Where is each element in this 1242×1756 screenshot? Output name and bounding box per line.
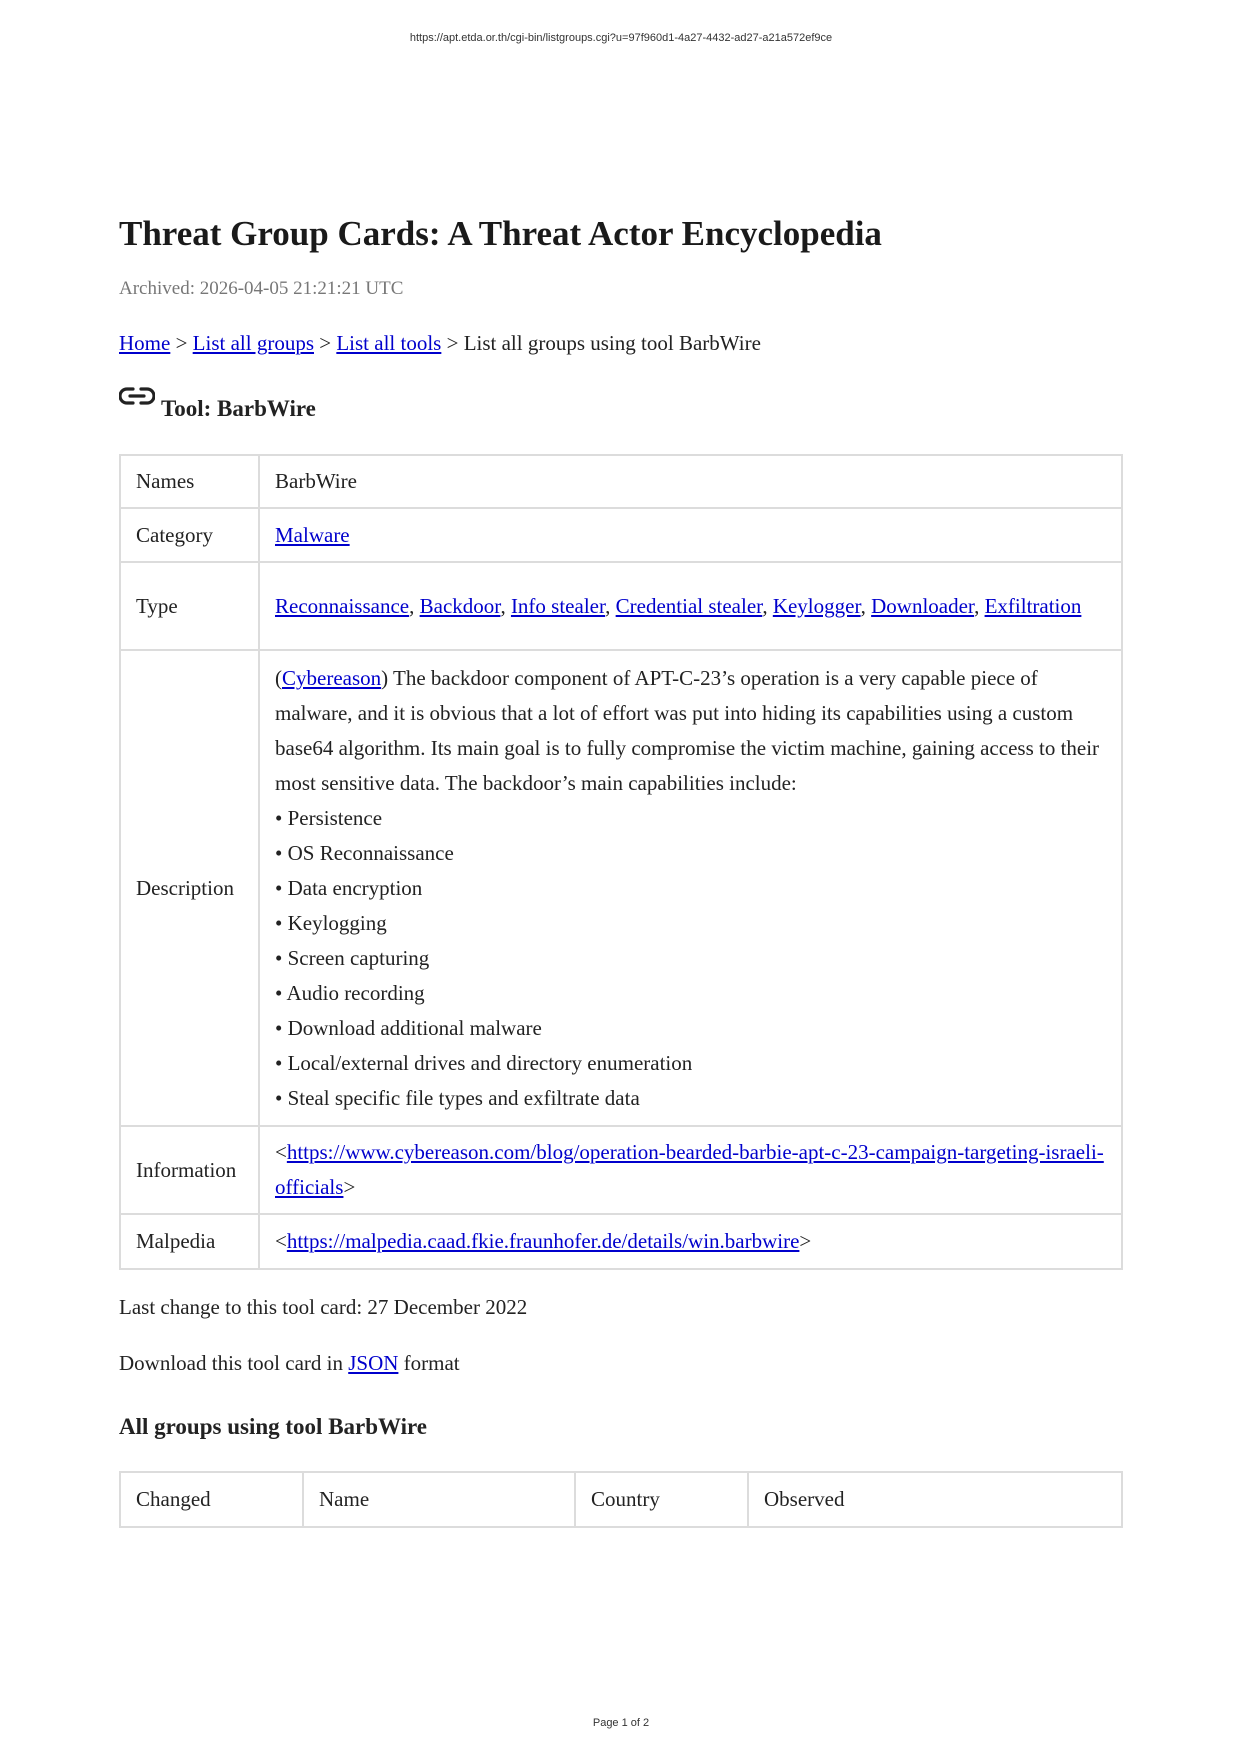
description-paragraph: (Cybereason) The backdoor component of APT-C-23’s operation is a very capable piece of malware, and it is obvious that a lot of effort was put into hiding its capabilities using a custom base64 algorithm. Its main goal is to fully compromise the victim machine, gaining access to their most sensitive data. The backdoor’s main capabilities include: <box>275 665 1100 795</box>
last-change-text: Last change to this tool card: 27 December 2022 <box>119 1295 528 1319</box>
type-link[interactable]: Info stealer <box>510 593 606 618</box>
category-label: Category <box>120 508 259 562</box>
type-separator: , <box>974 593 985 618</box>
tool-info-table <box>119 454 1123 1270</box>
groups-table <box>119 1471 1123 1528</box>
list-item: • Audio recording <box>275 980 425 1005</box>
table-row-information <box>120 1126 1122 1214</box>
column-header-name[interactable]: Name <box>303 1472 575 1527</box>
malpedia-cell: <https://malpedia.caad.fkie.fraunhofer.de/details/win.barbwire> <box>259 1214 1122 1269</box>
information-link[interactable]: https://www.cybereason.com/blog/operation-bearded-barbie-apt-c-23-campaign-targeting-israeli-officials <box>275 1140 1104 1199</box>
category-cell <box>259 508 1122 562</box>
table-row-names <box>120 455 1122 508</box>
type-link[interactable]: Exfiltration <box>984 593 1082 618</box>
page-title: Threat Group Cards: A Threat Actor Encyclopedia <box>119 214 882 253</box>
list-item: • Persistence <box>275 805 383 830</box>
type-separator: , <box>409 593 420 618</box>
list-item: • Steal specific file types and exfiltrate data <box>275 1085 640 1110</box>
information-label: Information <box>120 1126 259 1214</box>
capabilities-list <box>275 801 1106 1116</box>
type-label: Type <box>120 562 259 650</box>
names-label: Names <box>120 455 259 508</box>
type-separator: , <box>762 593 773 618</box>
list-item: • OS Reconnaissance <box>275 840 454 865</box>
breadcrumb-current: List all groups using tool BarbWire <box>463 331 761 355</box>
table-row-type <box>120 562 1122 650</box>
type-link[interactable]: Keylogger <box>772 593 861 618</box>
list-item: • Download additional malware <box>275 1015 542 1040</box>
list-item: • Screen capturing <box>275 945 430 970</box>
malpedia-link[interactable]: https://malpedia.caad.fkie.fraunhofer.de/details/win.barbwire <box>286 1229 800 1253</box>
groups-heading: All groups using tool BarbWire <box>119 1414 428 1439</box>
type-cell <box>259 562 1122 650</box>
download-line <box>119 1350 1123 1376</box>
names-value: BarbWire <box>259 455 1122 508</box>
category-link[interactable]: Malware <box>275 522 350 547</box>
main-content <box>119 212 1123 1528</box>
type-link[interactable]: Credential stealer <box>615 593 763 618</box>
tool-heading-text: Tool: BarbWire <box>161 396 316 421</box>
column-header-country[interactable]: Country <box>575 1472 748 1527</box>
breadcrumb-groups-link[interactable]: List all groups <box>192 331 314 355</box>
print-url-header: https://apt.etda.or.th/cgi-bin/listgroups.cgi?u=97f960d1-4a27-4432-ad27-a21a572ef9ce <box>409 32 833 44</box>
type-separator: , <box>500 593 511 618</box>
json-download-link[interactable]: JSON <box>348 1351 399 1375</box>
breadcrumb <box>119 330 1123 356</box>
type-link[interactable]: Downloader <box>871 593 975 618</box>
list-item: • Keylogging <box>275 910 387 935</box>
column-header-observed[interactable]: Observed <box>748 1472 1122 1527</box>
archived-timestamp: Archived: 2026-04-05 21:21:21 UTC <box>119 278 404 299</box>
information-cell: <https://www.cybereason.com/blog/operation-bearded-barbie-apt-c-23-campaign-targeting-israeli-officials> <box>259 1126 1122 1214</box>
description-label: Description <box>120 650 259 1126</box>
type-link[interactable]: Reconnaissance <box>275 593 410 618</box>
type-separator: , <box>605 593 616 618</box>
page-number: Page 1 of 2 <box>592 1717 650 1729</box>
groups-table-header-row <box>120 1472 1122 1527</box>
malpedia-label: Malpedia <box>120 1214 259 1269</box>
breadcrumb-separator: > <box>441 331 464 355</box>
breadcrumb-tools-link[interactable]: List all tools <box>336 331 442 355</box>
description-source-link[interactable]: Cybereason <box>282 665 382 690</box>
download-prefix: Download this tool card in <box>119 1351 349 1375</box>
table-row-description <box>120 650 1122 1126</box>
table-row-category <box>120 508 1122 562</box>
column-header-changed[interactable]: Changed <box>120 1472 303 1527</box>
type-link[interactable]: Backdoor <box>419 593 501 618</box>
description-cell <box>259 650 1122 1126</box>
description-text: The backdoor component of APT-C-23’s operation is a very capable piece of malware, and it is obvious that a lot of effort was put into hiding its capabilities using a custom base64 algorithm. Its main goal is to fully compromise the victim machine, gaining access to their most sensitive data. The backdoor’s main capabilities include: <box>275 665 1100 795</box>
link-icon <box>119 384 155 408</box>
breadcrumb-home-link[interactable]: Home <box>119 331 171 355</box>
download-suffix: format <box>398 1351 460 1375</box>
breadcrumb-separator: > <box>170 331 193 355</box>
table-row-malpedia <box>120 1214 1122 1269</box>
breadcrumb-separator: > <box>314 331 337 355</box>
tool-heading <box>119 394 1123 424</box>
list-item: • Local/external drives and directory enumeration <box>275 1050 693 1075</box>
type-separator: , <box>860 593 872 618</box>
list-item: • Data encryption <box>275 875 423 900</box>
